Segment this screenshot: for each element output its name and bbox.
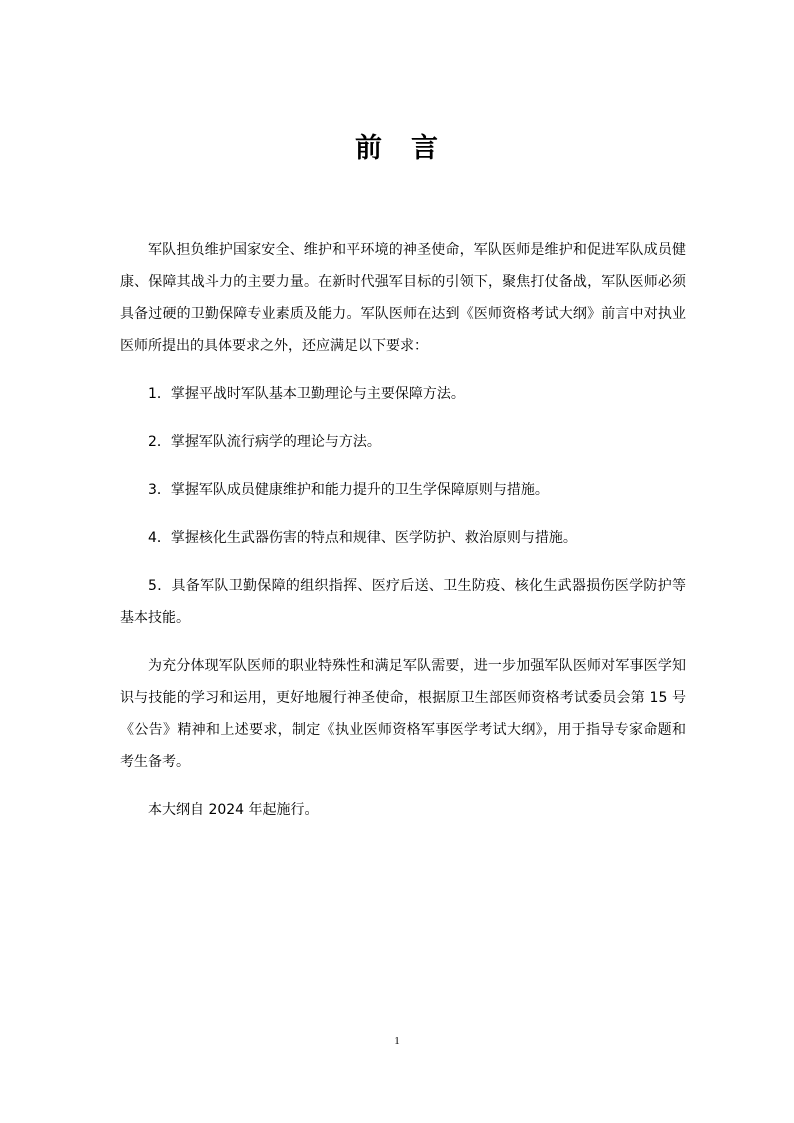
paragraph-purpose: 为充分体现军队医师的职业特殊性和满足军队需要，进一步加强军队医师对军事医学知识与技能的学习和运用，更好地履行神圣使命，根据原卫生部医师资格考试委员会第 15 号《公告》精神和上述要求，制定《执业医师资格军事医学考试大纲》，用于指导专家命题和考生备考。 [120, 658, 686, 770]
document-body [120, 234, 686, 842]
requirement-item-1: 1．掌握平战时军队基本卫勤理论与主要保障方法。 [148, 386, 465, 402]
requirement-item-2: 2．掌握军队流行病学的理论与方法。 [148, 434, 381, 450]
requirement-item-5: 5．具备军队卫勤保障的组织指挥、医疗后送、卫生防疫、核化生武器损伤医学防护等基本技能。 [120, 578, 686, 626]
requirement-item-4: 4．掌握核化生武器伤害的特点和规律、医学防护、救治原则与措施。 [148, 530, 577, 546]
paragraph-effective-date: 本大纲自 2024 年起施行。 [148, 802, 319, 818]
page-title: 前 言 [355, 133, 439, 164]
requirement-item-3: 3．掌握军队成员健康维护和能力提升的卫生学保障原则与措施。 [148, 482, 549, 498]
paragraph-intro: 军队担负维护国家安全、维护和平环境的神圣使命，军队医师是维护和促进军队成员健康、保障其战斗力的主要力量。在新时代强军目标的引领下，聚焦打仗备战，军队医师必须具备过硬的卫勤保障专业素质及能力。军队医师在达到《医师资格考试大纲》前言中对执业医师所提出的具体要求之外，还应满足以下要求： [120, 242, 686, 354]
page-number: 1 [394, 1035, 400, 1047]
